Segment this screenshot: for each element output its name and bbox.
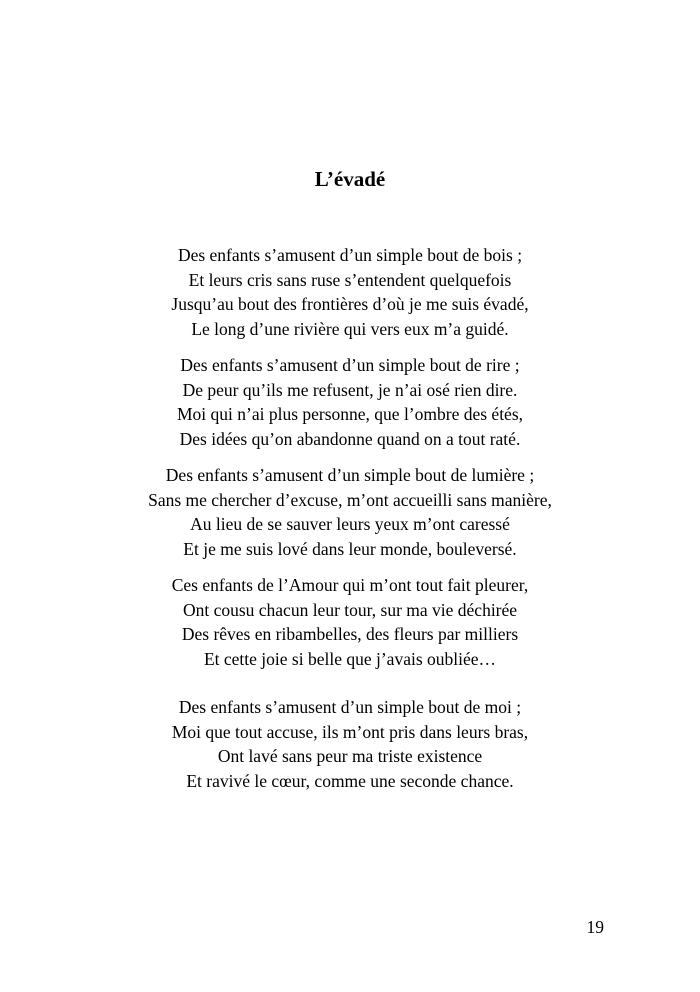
poem-line: Des enfants s’amusent d’un simple bout de lumière ;	[165, 465, 535, 485]
stanza-2	[0, 353, 700, 451]
poem-line: Ces enfants de l’Amour qui m’ont tout fait pleurer,	[171, 575, 529, 595]
poem-line: Et leurs cris sans ruse s’entendent quelquefois	[188, 269, 512, 290]
poem-line: Ont lavé sans peur ma triste existence	[217, 746, 483, 766]
poem-line: Et je me suis lové dans leur monde, bouleversé.	[183, 538, 517, 559]
stanza-4	[0, 573, 700, 671]
poem-line: Moi que tout accuse, ils m’ont pris dans leurs bras,	[171, 721, 529, 742]
poem-line: Sans me chercher d’excuse, m’ont accueilli sans manière,	[148, 489, 552, 510]
poem-line: Jusqu’au bout des frontières d’où je me suis évadé,	[171, 294, 529, 314]
stanza-5	[0, 695, 700, 793]
poem-title: L’évadé	[314, 167, 386, 191]
poem-line: Et ravivé le cœur, comme une seconde chance.	[186, 770, 514, 791]
poem-line: Des enfants s’amusent d’un simple bout de rire ;	[180, 355, 520, 375]
stanza-3	[0, 463, 700, 561]
poem-line: Le long d’une rivière qui vers eux m’a guidé.	[191, 318, 509, 339]
poem-line: Des enfants s’amusent d’un simple bout de moi ;	[178, 697, 522, 717]
poem-line: Ont cousu chacun leur tour, sur ma vie déchirée	[182, 599, 518, 620]
poem-line: Des idées qu’on abandonne quand on a tout raté.	[179, 428, 521, 449]
poem-line: Au lieu de se sauver leurs yeux m’ont caressé	[190, 514, 510, 534]
poem-body	[0, 243, 700, 793]
page-number: 19	[586, 917, 604, 937]
poem-line: Et cette joie si belle que j’avais oubliée…	[203, 648, 497, 669]
poem-line: Des enfants s’amusent d’un simple bout de bois ;	[177, 245, 523, 265]
poem-line: Moi qui n’ai plus personne, que l’ombre des étés,	[176, 404, 524, 424]
stanza-1	[0, 243, 700, 341]
poem-line: Des rêves en ribambelles, des fleurs par milliers	[181, 624, 519, 644]
poem-line: De peur qu’ils me refusent, je n’ai osé rien dire.	[182, 379, 518, 400]
